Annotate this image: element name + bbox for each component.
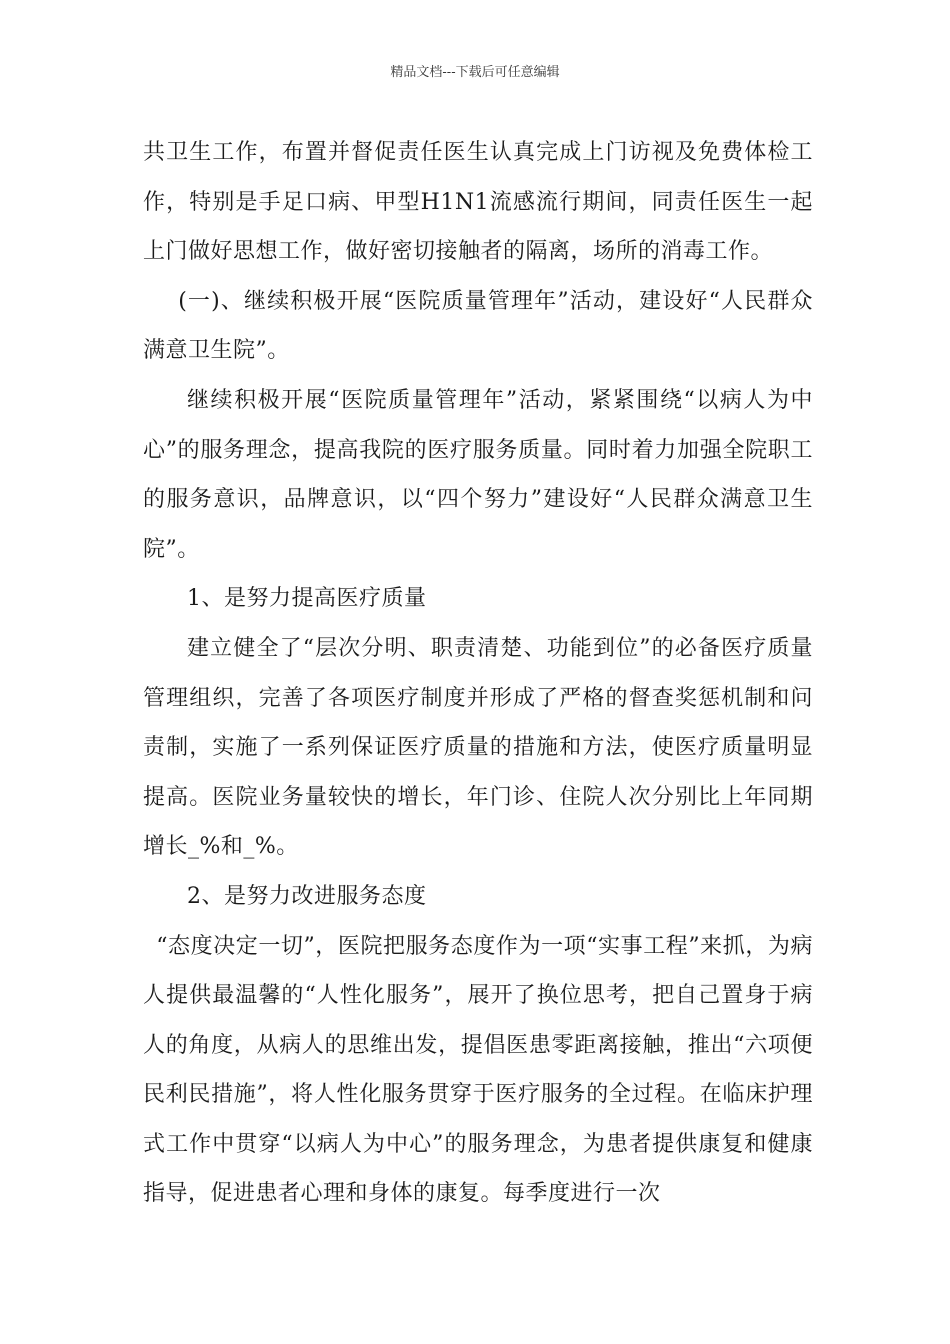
- section-heading-quality-year: (一)、继续积极开展“医院质量管理年”活动，建设好“人民群众满意卫生院”。: [143, 288, 813, 364]
- page-header: 精品文档---下载后可任意编辑: [390, 65, 560, 80]
- paragraph-medical-quality: 建立健全了“层次分明、职责清楚、功能到位”的必备医疗质量管理组织，完善了各项医疗制度并形成了严格的督查奖惩机制和问责制，实施了一系列保证医疗质量的措施和方法，使医疗质量明显提高。医院业务量较快的增长，年门诊、住院人次分别比上年同期增长_%和_%。: [143, 635, 813, 860]
- paragraph-quality-year: 继续积极开展“医院质量管理年”活动，紧紧围绕“以病人为中心”的服务理念，提高我院的医疗服务质量。同时着力加强全院职工的服务意识，品牌意识，以“四个努力”建设好“人民群众满意卫生院”。: [143, 387, 813, 562]
- paragraph-service-attitude: “态度决定一切”，医院把服务态度作为一项“实事工程”来抓，为病人提供最温馨的“人性化服务”，展开了换位思考，把自己置身于病人的角度，从病人的思维出发，提倡医患零距离接触，推出“六项便民利民措施”，将人性化服务贯穿于医疗服务的全过程。在临床护理式工作中贯穿“以病人为中心”的服务理念，为患者提供康复和健康指导，促进患者心理和身体的康复。每季度进行一次: [143, 933, 813, 1207]
- paragraph-public-health-work: 共卫生工作，布置并督促责任医生认真完成上门访视及免费体检工作，特别是手足口病、甲型H1N1流感流行期间，同责任医生一起上门做好思想工作，做好密切接触者的隔离，场所的消毒工作。: [143, 140, 813, 265]
- subheading-service-attitude: 2、是努力改进服务态度: [187, 883, 427, 909]
- subheading-medical-quality: 1、是努力提高医疗质量: [187, 586, 427, 612]
- document-body: [143, 128, 813, 1219]
